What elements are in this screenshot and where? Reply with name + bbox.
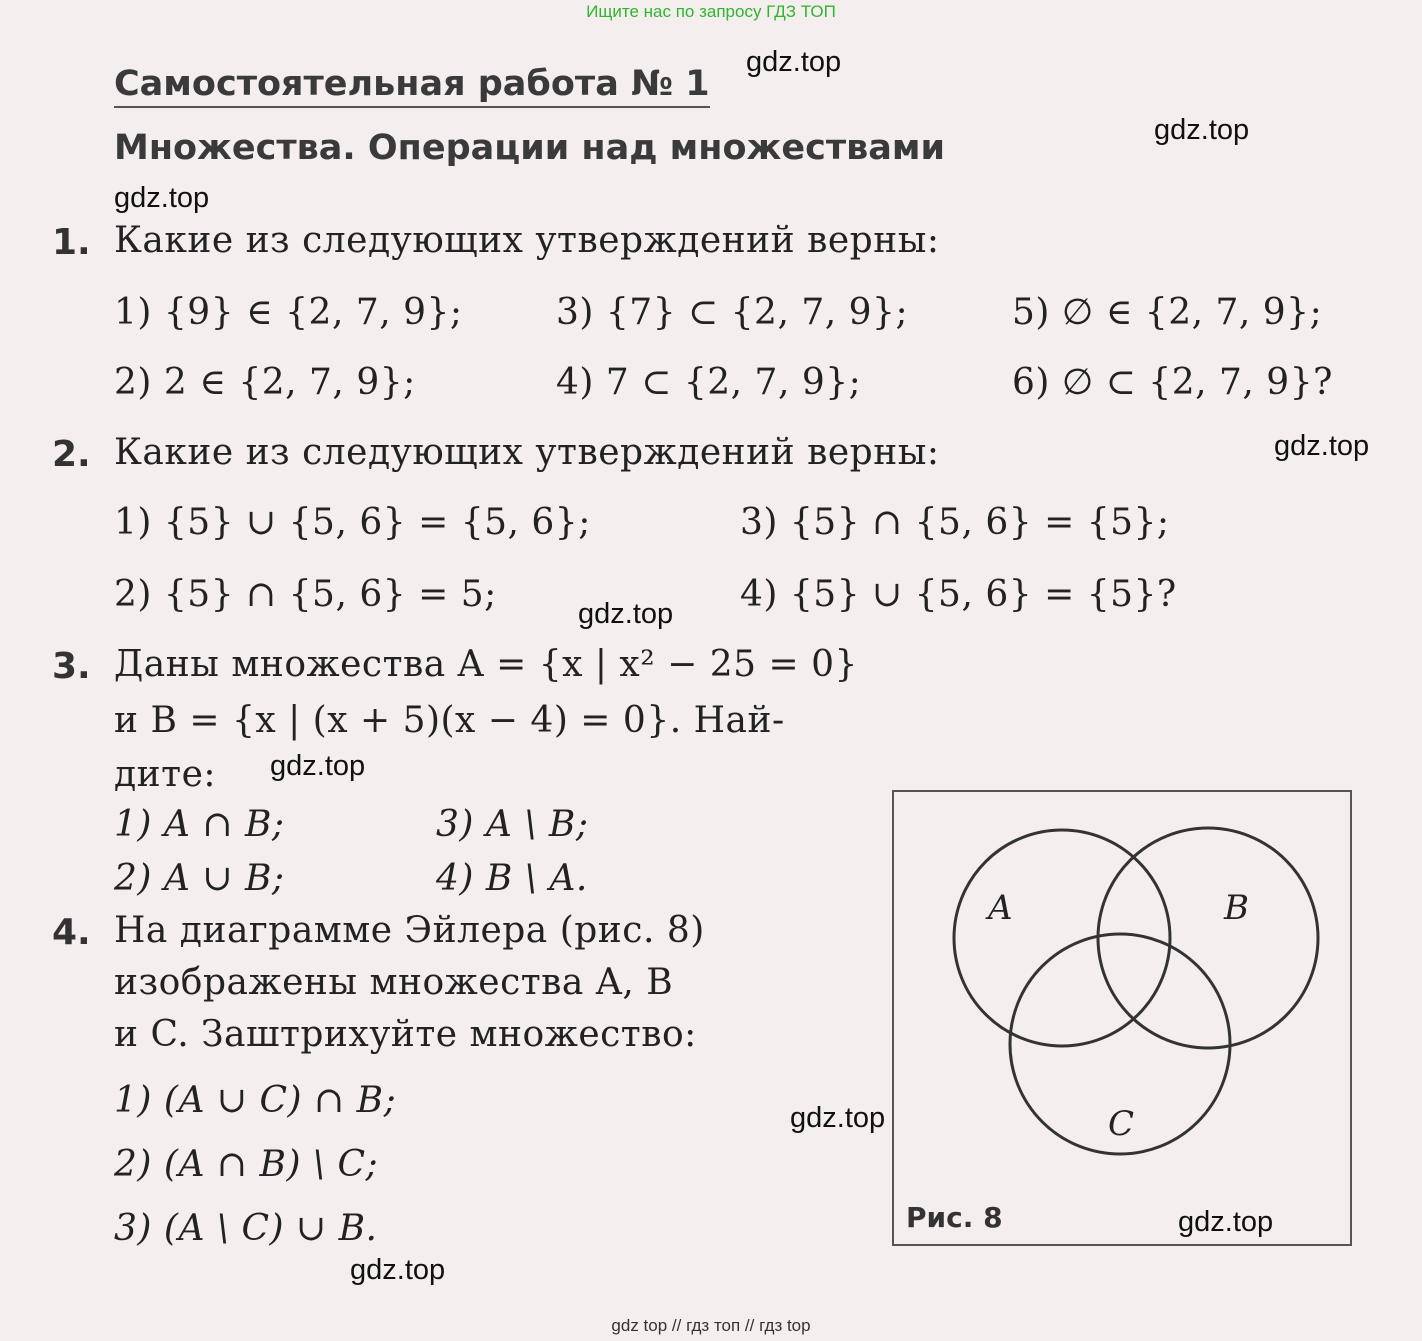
euler-circles bbox=[894, 792, 1350, 1244]
task-item: 5) ∅ ∈ {2, 7, 9}; bbox=[1012, 292, 1323, 333]
task-item: 2) (A ∩ B) \ C; bbox=[114, 1144, 379, 1185]
task-text: и C. Заштрихуйте множество: bbox=[114, 1014, 697, 1055]
task-item: 3) {7} ⊂ {2, 7, 9}; bbox=[556, 292, 909, 333]
task-item: 4) B \ A. bbox=[436, 858, 588, 899]
watermark: gdz.top bbox=[114, 182, 210, 214]
top-banner[interactable]: Ищите нас по запросу ГДЗ ТОП bbox=[586, 2, 836, 21]
watermark: gdz.top bbox=[790, 1102, 886, 1134]
task-item: 3) {5} ∩ {5, 6} = {5}; bbox=[740, 502, 1170, 543]
watermark: gdz.top bbox=[746, 46, 842, 78]
task-text: изображены множества A, B bbox=[114, 962, 674, 1003]
watermark: gdz.top bbox=[1274, 430, 1370, 462]
task-text: и B = {x | (x + 5)(x − 4) = 0}. Най- bbox=[114, 700, 785, 741]
task-question: Какие из следующих утверждений верны: bbox=[114, 432, 940, 473]
task-item: 1) (A ∪ C) ∩ B; bbox=[114, 1080, 397, 1121]
page-title: Самостоятельная работа № 1 bbox=[114, 64, 710, 108]
task-question: Какие из следующих утверждений верны: bbox=[114, 220, 940, 261]
watermark: gdz.top bbox=[1154, 114, 1250, 146]
task-item: 1) {9} ∈ {2, 7, 9}; bbox=[114, 292, 463, 333]
task-text: дите: bbox=[114, 754, 217, 795]
euler-diagram bbox=[892, 790, 1352, 1246]
task-item: 3) (A \ C) ∪ B. bbox=[114, 1208, 378, 1249]
page-subtitle: Множества. Операции над множествами bbox=[114, 128, 946, 168]
task-item: 6) ∅ ⊂ {2, 7, 9}? bbox=[1012, 362, 1333, 403]
task-number: 3. bbox=[52, 646, 91, 687]
watermark: gdz.top bbox=[270, 750, 366, 782]
task-item: 4) 7 ⊂ {2, 7, 9}; bbox=[556, 362, 862, 403]
task-number: 4. bbox=[52, 912, 91, 953]
task-number: 1. bbox=[52, 222, 91, 263]
label-c: C bbox=[1108, 1104, 1135, 1144]
figure-caption: Рис. 8 bbox=[906, 1201, 1003, 1234]
footer-links[interactable]: gdz top // гдз топ // гдз top bbox=[611, 1316, 811, 1335]
task-item: 2) 2 ∈ {2, 7, 9}; bbox=[114, 362, 416, 403]
task-item: 1) A ∩ B; bbox=[114, 804, 285, 845]
task-number: 2. bbox=[52, 434, 91, 475]
label-b: B bbox=[1224, 888, 1249, 928]
watermark: gdz.top bbox=[1178, 1206, 1274, 1238]
watermark: gdz.top bbox=[578, 598, 674, 630]
task-item: 3) A \ B; bbox=[436, 804, 589, 845]
task-text: Даны множества A = {x | x² − 25 = 0} bbox=[114, 644, 858, 685]
circle-b bbox=[1098, 828, 1318, 1048]
task-item: 4) {5} ∪ {5, 6} = {5}? bbox=[740, 574, 1177, 615]
circle-a bbox=[954, 830, 1170, 1046]
watermark: gdz.top bbox=[350, 1254, 446, 1286]
task-text: На диаграмме Эйлера (рис. 8) bbox=[114, 910, 705, 951]
task-item: 2) A ∪ B; bbox=[114, 858, 285, 899]
task-item: 2) {5} ∩ {5, 6} = 5; bbox=[114, 574, 497, 615]
label-a: A bbox=[988, 888, 1013, 928]
task-item: 1) {5} ∪ {5, 6} = {5, 6}; bbox=[114, 502, 591, 543]
